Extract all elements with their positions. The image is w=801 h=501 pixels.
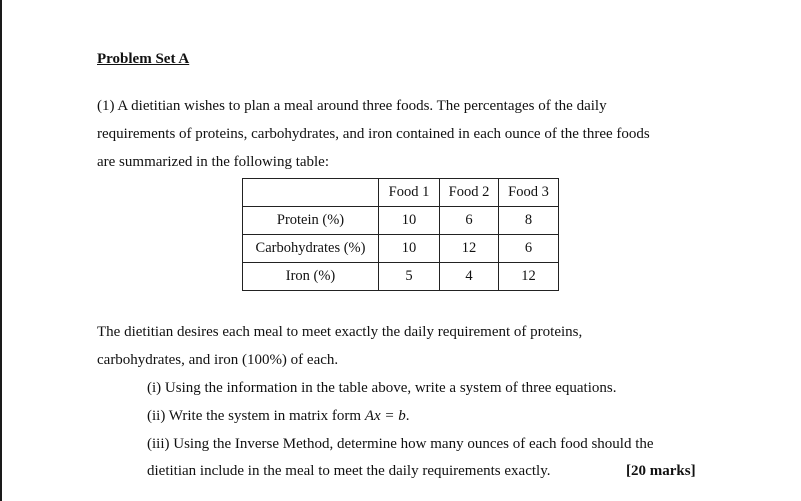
subpart-ii bbox=[147, 407, 410, 425]
table-cell: 12 bbox=[440, 235, 499, 263]
table-header-cell: Food 1 bbox=[379, 179, 440, 207]
row-label: Protein (%) bbox=[243, 207, 379, 235]
table-header-cell: Food 2 bbox=[440, 179, 499, 207]
table-row bbox=[243, 235, 559, 263]
table-cell: 6 bbox=[499, 235, 559, 263]
table-cell: 10 bbox=[379, 207, 440, 235]
table-cell: 10 bbox=[379, 235, 440, 263]
page-left-border bbox=[0, 0, 2, 501]
marks-label: [20 marks] bbox=[626, 463, 696, 479]
requirement-line-2: carbohydrates, and iron (100%) of each. bbox=[97, 352, 339, 368]
nutrition-table bbox=[242, 178, 559, 291]
matrix-equation: Ax = b bbox=[364, 408, 406, 424]
row-label: Carbohydrates (%) bbox=[243, 235, 379, 263]
intro-line-1: (1) A dietitian wishes to plan a meal around three foods. The percentages of the daily bbox=[97, 98, 607, 114]
table-header-row bbox=[243, 179, 559, 207]
table-header-cell: Food 3 bbox=[499, 179, 559, 207]
problem-set-heading: Problem Set A bbox=[97, 51, 190, 67]
table-header-cell bbox=[243, 179, 379, 207]
subpart-ii-text: (ii) Write the system in matrix form bbox=[147, 408, 365, 424]
table-cell: 8 bbox=[499, 207, 559, 235]
table-cell: 12 bbox=[499, 263, 559, 291]
table-cell: 5 bbox=[379, 263, 440, 291]
intro-line-2: requirements of proteins, carbohydrates, and iron contained in each ounce of the three foods bbox=[97, 126, 650, 142]
intro-line-3: are summarized in the following table: bbox=[97, 154, 330, 170]
table-cell: 4 bbox=[440, 263, 499, 291]
table-row bbox=[243, 207, 559, 235]
row-label: Iron (%) bbox=[243, 263, 379, 291]
subpart-i: (i) Using the information in the table above, write a system of three equations. bbox=[147, 380, 617, 396]
table-cell: 6 bbox=[440, 207, 499, 235]
requirement-line-1: The dietitian desires each meal to meet exactly the daily requirement of proteins, bbox=[97, 324, 583, 340]
subpart-ii-period: . bbox=[405, 408, 410, 424]
subpart-iii-line-1: (iii) Using the Inverse Method, determine how many ounces of each food should the bbox=[147, 436, 654, 452]
subpart-iii-line-2: dietitian include in the meal to meet the daily requirements exactly. bbox=[147, 463, 551, 479]
table-row bbox=[243, 263, 559, 291]
